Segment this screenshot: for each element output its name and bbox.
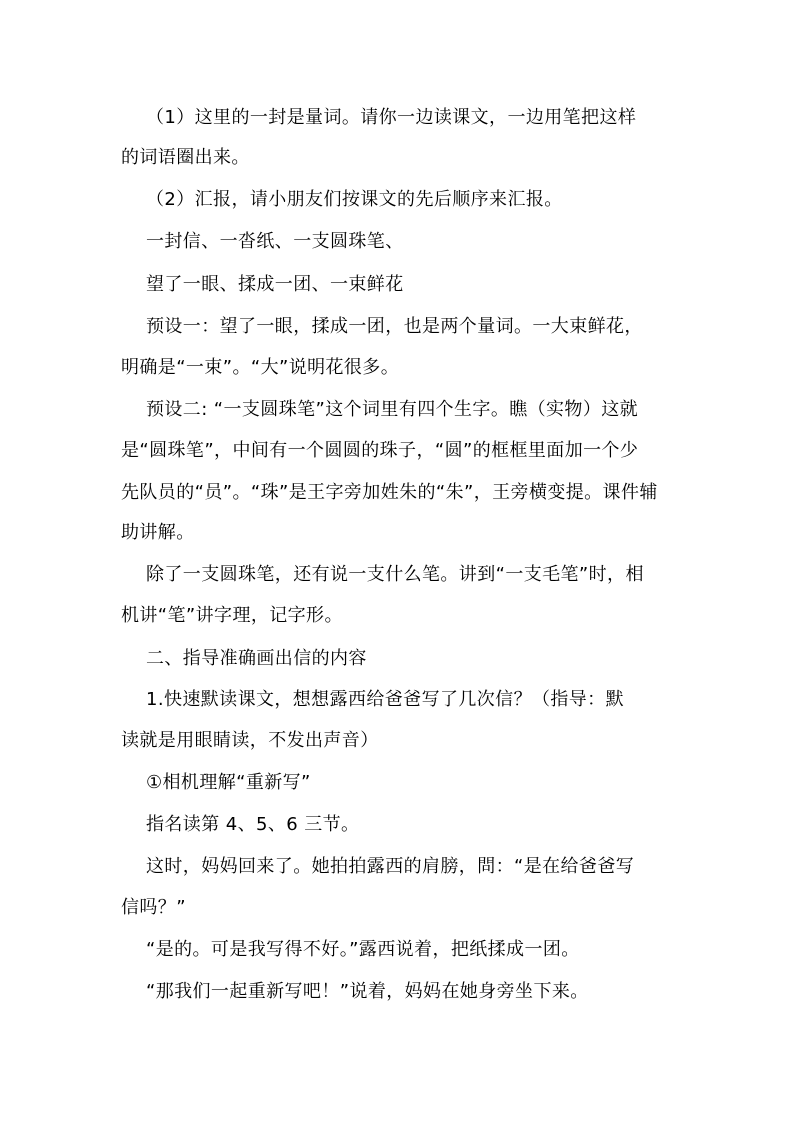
text-line-14: 二、指导准确画出信的内容 (146, 648, 367, 669)
text-line-21: “是的。可是我写得不好。”露西说着，把纸揉成一团。 (146, 939, 580, 960)
text-line-12: 除了一支圆珠笔，还有说一支什么笔。讲到“一支毛笔”时，相 (146, 564, 644, 585)
text-line-2: 的词语圈出来。 (121, 147, 250, 168)
text-line-16: 读就是用眼睛读，不发出声音） (121, 730, 379, 751)
text-line-6: 预设一：望了一眼，揉成一团，也是两个量词。一大束鲜花， (146, 316, 643, 337)
text-line-22: “那我们一起重新写吧！”说着，妈妈在她身旁坐下来。 (146, 981, 589, 1002)
text-line-1: （1）这里的一封是量词。请你一边读课文，一边用笔把这样 (146, 107, 637, 128)
text-line-9: 是“圆珠笔”，中间有一个圆圆的珠子，“圆”的框框里面加一个少 (121, 440, 639, 461)
text-line-13: 机讲“笔”讲字理，记字形。 (121, 605, 343, 626)
text-line-19: 这时，妈妈回来了。她拍拍露西的肩膀，問：“是在给爸爸写 (146, 856, 635, 877)
text-line-7: 明确是“一束”。“大”说明花很多。 (121, 357, 400, 378)
text-line-8: 预设二: “一支圆珠笔”这个词里有四个生字。瞧（实物）这就 (146, 399, 639, 420)
text-line-15: 1.快速默读课文，想想露西给爸爸写了几次信？（指导：默 (146, 689, 624, 710)
text-line-17: ①相机理解“重新写” (146, 772, 311, 793)
text-line-11: 助讲解。 (121, 522, 195, 543)
text-line-3: （2）汇报，请小朋友们按课文的先后顺序来汇报。 (146, 189, 563, 210)
text-line-18: 指名读第 4、5、6 三节。 (146, 814, 360, 835)
text-line-5: 望了一眼、揉成一团、一束鲜花 (146, 274, 404, 295)
text-line-4: 一封信、一沓纸、一支圆珠笔、 (146, 231, 404, 252)
text-line-10: 先队员的“员”。“珠”是王字旁加姓朱的“朱”，王旁横变提。课件辅 (121, 482, 658, 503)
text-line-20: 信吗？” (121, 897, 186, 918)
